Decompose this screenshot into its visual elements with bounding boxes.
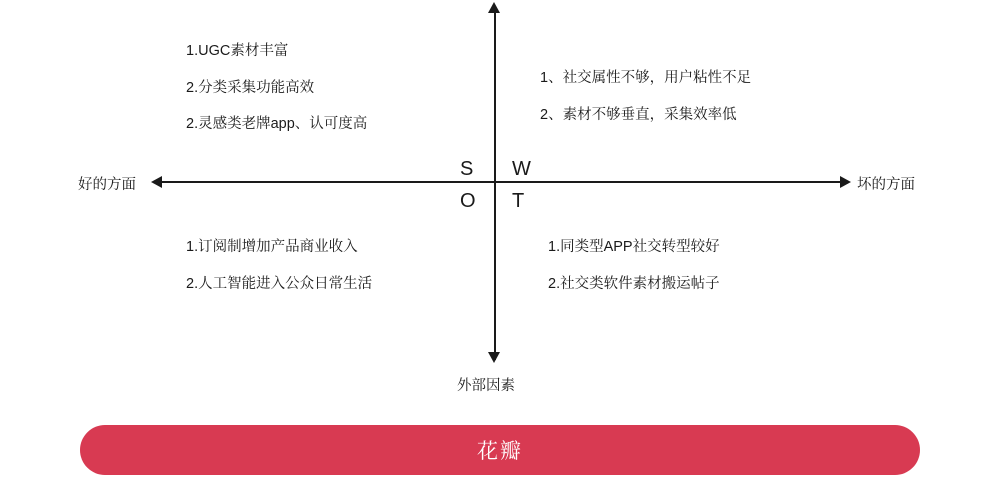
axis-label-bottom: 外部因素 xyxy=(457,378,515,394)
footer-title: 花瓣 xyxy=(477,440,523,463)
quadrant-strengths-item: 1.UGC素材丰富 xyxy=(186,43,289,59)
quadrant-opportunities-item: 2.人工智能进入公众日常生活 xyxy=(186,275,373,292)
quadrant-letter-w: W xyxy=(512,158,532,180)
quadrant-weaknesses xyxy=(540,71,751,122)
quadrant-threats-item: 1.同类型APP社交转型较好 xyxy=(548,239,720,255)
quadrant-letter-o: O xyxy=(460,190,477,212)
arrow-left-icon xyxy=(151,176,162,188)
quadrant-letter-s: S xyxy=(460,158,474,180)
vertical-axis xyxy=(494,8,496,360)
quadrant-letter-t: T xyxy=(512,190,525,212)
quadrant-opportunities-item: 1.订阅制增加产品商业收入 xyxy=(186,239,358,255)
axis-label-left: 好的方面 xyxy=(78,177,136,193)
quadrant-threats xyxy=(548,240,720,291)
quadrant-strengths-item: 2.灵感类老牌app、认可度高 xyxy=(186,116,368,132)
quadrant-threats-item: 2.社交类软件素材搬运帖子 xyxy=(548,275,720,292)
quadrant-opportunities xyxy=(186,240,372,291)
axis-label-right: 坏的方面 xyxy=(857,177,915,193)
arrow-up-icon xyxy=(488,2,500,13)
footer-banner xyxy=(80,425,920,475)
horizontal-axis xyxy=(158,181,845,183)
quadrant-weaknesses-item: 2、素材不够垂直，采集效率低 xyxy=(540,106,737,123)
quadrant-weaknesses-item: 1、社交属性不够，用户粘性不足 xyxy=(540,70,752,86)
arrow-down-icon xyxy=(488,352,500,363)
quadrant-strengths xyxy=(186,44,367,132)
arrow-right-icon xyxy=(840,176,851,188)
quadrant-strengths-item: 2.分类采集功能高效 xyxy=(186,79,315,96)
